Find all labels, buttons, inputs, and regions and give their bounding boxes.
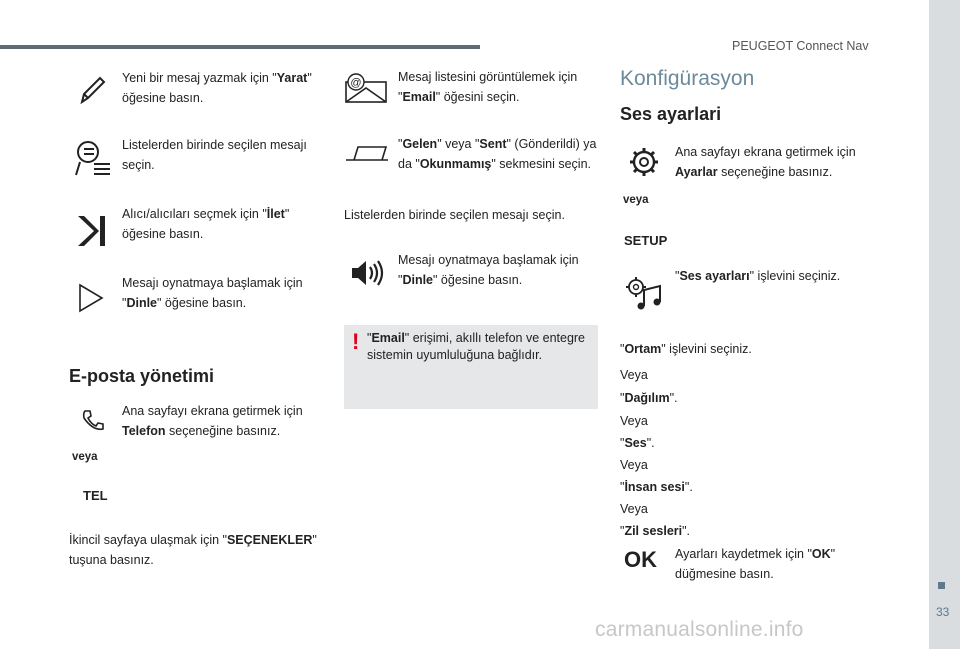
settings-page-text: Ana sayfayı ekrana getirmek için Ayarlar seçeneğine basınız. <box>675 145 856 179</box>
select-message-text: Listelerden birinde seçilen mesajı seçin. <box>122 138 307 172</box>
select-list-text: Listelerden birinde seçilen mesajı seçin. <box>344 208 565 222</box>
gear-icon <box>628 146 660 178</box>
ringtone-text: "Zil sesleri". <box>620 524 691 538</box>
save-text: Ayarları kaydetmek için "OK" düğmesine basın. <box>675 547 836 581</box>
setup-button-label: SETUP <box>624 233 668 248</box>
tel-button-label: TEL <box>83 488 108 503</box>
phone-icon <box>80 408 106 434</box>
note-text: "Email" erişimi, akıllı telefon ve entegre sistemin uyumluluğuna bağlıdır. <box>367 331 586 362</box>
or-text-4: Veya <box>620 502 648 516</box>
new-message-text: Yeni bir mesaj yazmak için "Yarat" öğesine basın. <box>122 71 312 105</box>
email-at-icon <box>344 72 388 104</box>
message-list-text: Mesaj listesini görüntülemek için "Email" öğesini seçin. <box>398 70 578 104</box>
or-text-1: Veya <box>620 368 648 382</box>
or-label: veya <box>72 451 98 463</box>
tabs-text: "Gelen" veya "Sent" (Gönderildi) ya da "Okunmamış" sekmesini seçin. <box>398 137 597 171</box>
or-text-3: Veya <box>620 458 648 472</box>
sound-text: "Ses". <box>620 436 655 450</box>
sound-settings-text: "Ses ayarları" işlevini seçiniz. <box>675 269 841 283</box>
header-title: PEUGEOT Connect Nav <box>732 39 869 53</box>
voice-text: "İnsan sesi". <box>620 480 693 494</box>
email-heading: E-posta yönetimi <box>69 366 215 386</box>
top-rule <box>0 45 480 49</box>
svg-text:@: @ <box>350 77 362 89</box>
secondary-page-text: İkincil sayfaya ulaşmak için "SEÇENEKLER" tuşuna basınız. <box>69 533 317 567</box>
page-marker <box>938 582 945 589</box>
recipients-text: Alıcı/alıcıları seçmek için "İlet" öğesine basın. <box>122 207 290 241</box>
or-text-2: Veya <box>620 414 648 428</box>
alert-icon: ! <box>352 329 360 354</box>
play-message-text: Mesajı oynatmaya başlamak için "Dinle" öğesine basın. <box>122 276 303 310</box>
right-sidebar <box>929 0 960 649</box>
sound-heading: Ses ayarlari <box>620 104 722 124</box>
distribution-text: "Dağılım". <box>620 391 678 405</box>
pencil-icon <box>78 74 106 106</box>
or-label-settings: veya <box>623 194 649 206</box>
watermark: carmanualsonline.info <box>595 618 804 641</box>
ambience-text: "Ortam" işlevini seçiniz. <box>620 342 752 356</box>
gear-music-icon <box>624 276 664 312</box>
play-icon <box>78 283 104 313</box>
page-number: 33 <box>936 605 950 619</box>
ok-button-label: OK <box>624 547 657 572</box>
speaker-icon <box>350 258 386 288</box>
list-select-icon <box>74 138 112 178</box>
play-text: Mesajı oynatmaya başlamak için "Dinle" öğesine basın. <box>398 253 579 287</box>
config-heading: Konfigürasyon <box>620 67 755 90</box>
phone-page-text: Ana sayfayı ekrana getirmek için Telefon seçeneğine basınız. <box>122 404 303 438</box>
forward-icon <box>76 214 106 248</box>
tabs-icon <box>344 144 390 164</box>
